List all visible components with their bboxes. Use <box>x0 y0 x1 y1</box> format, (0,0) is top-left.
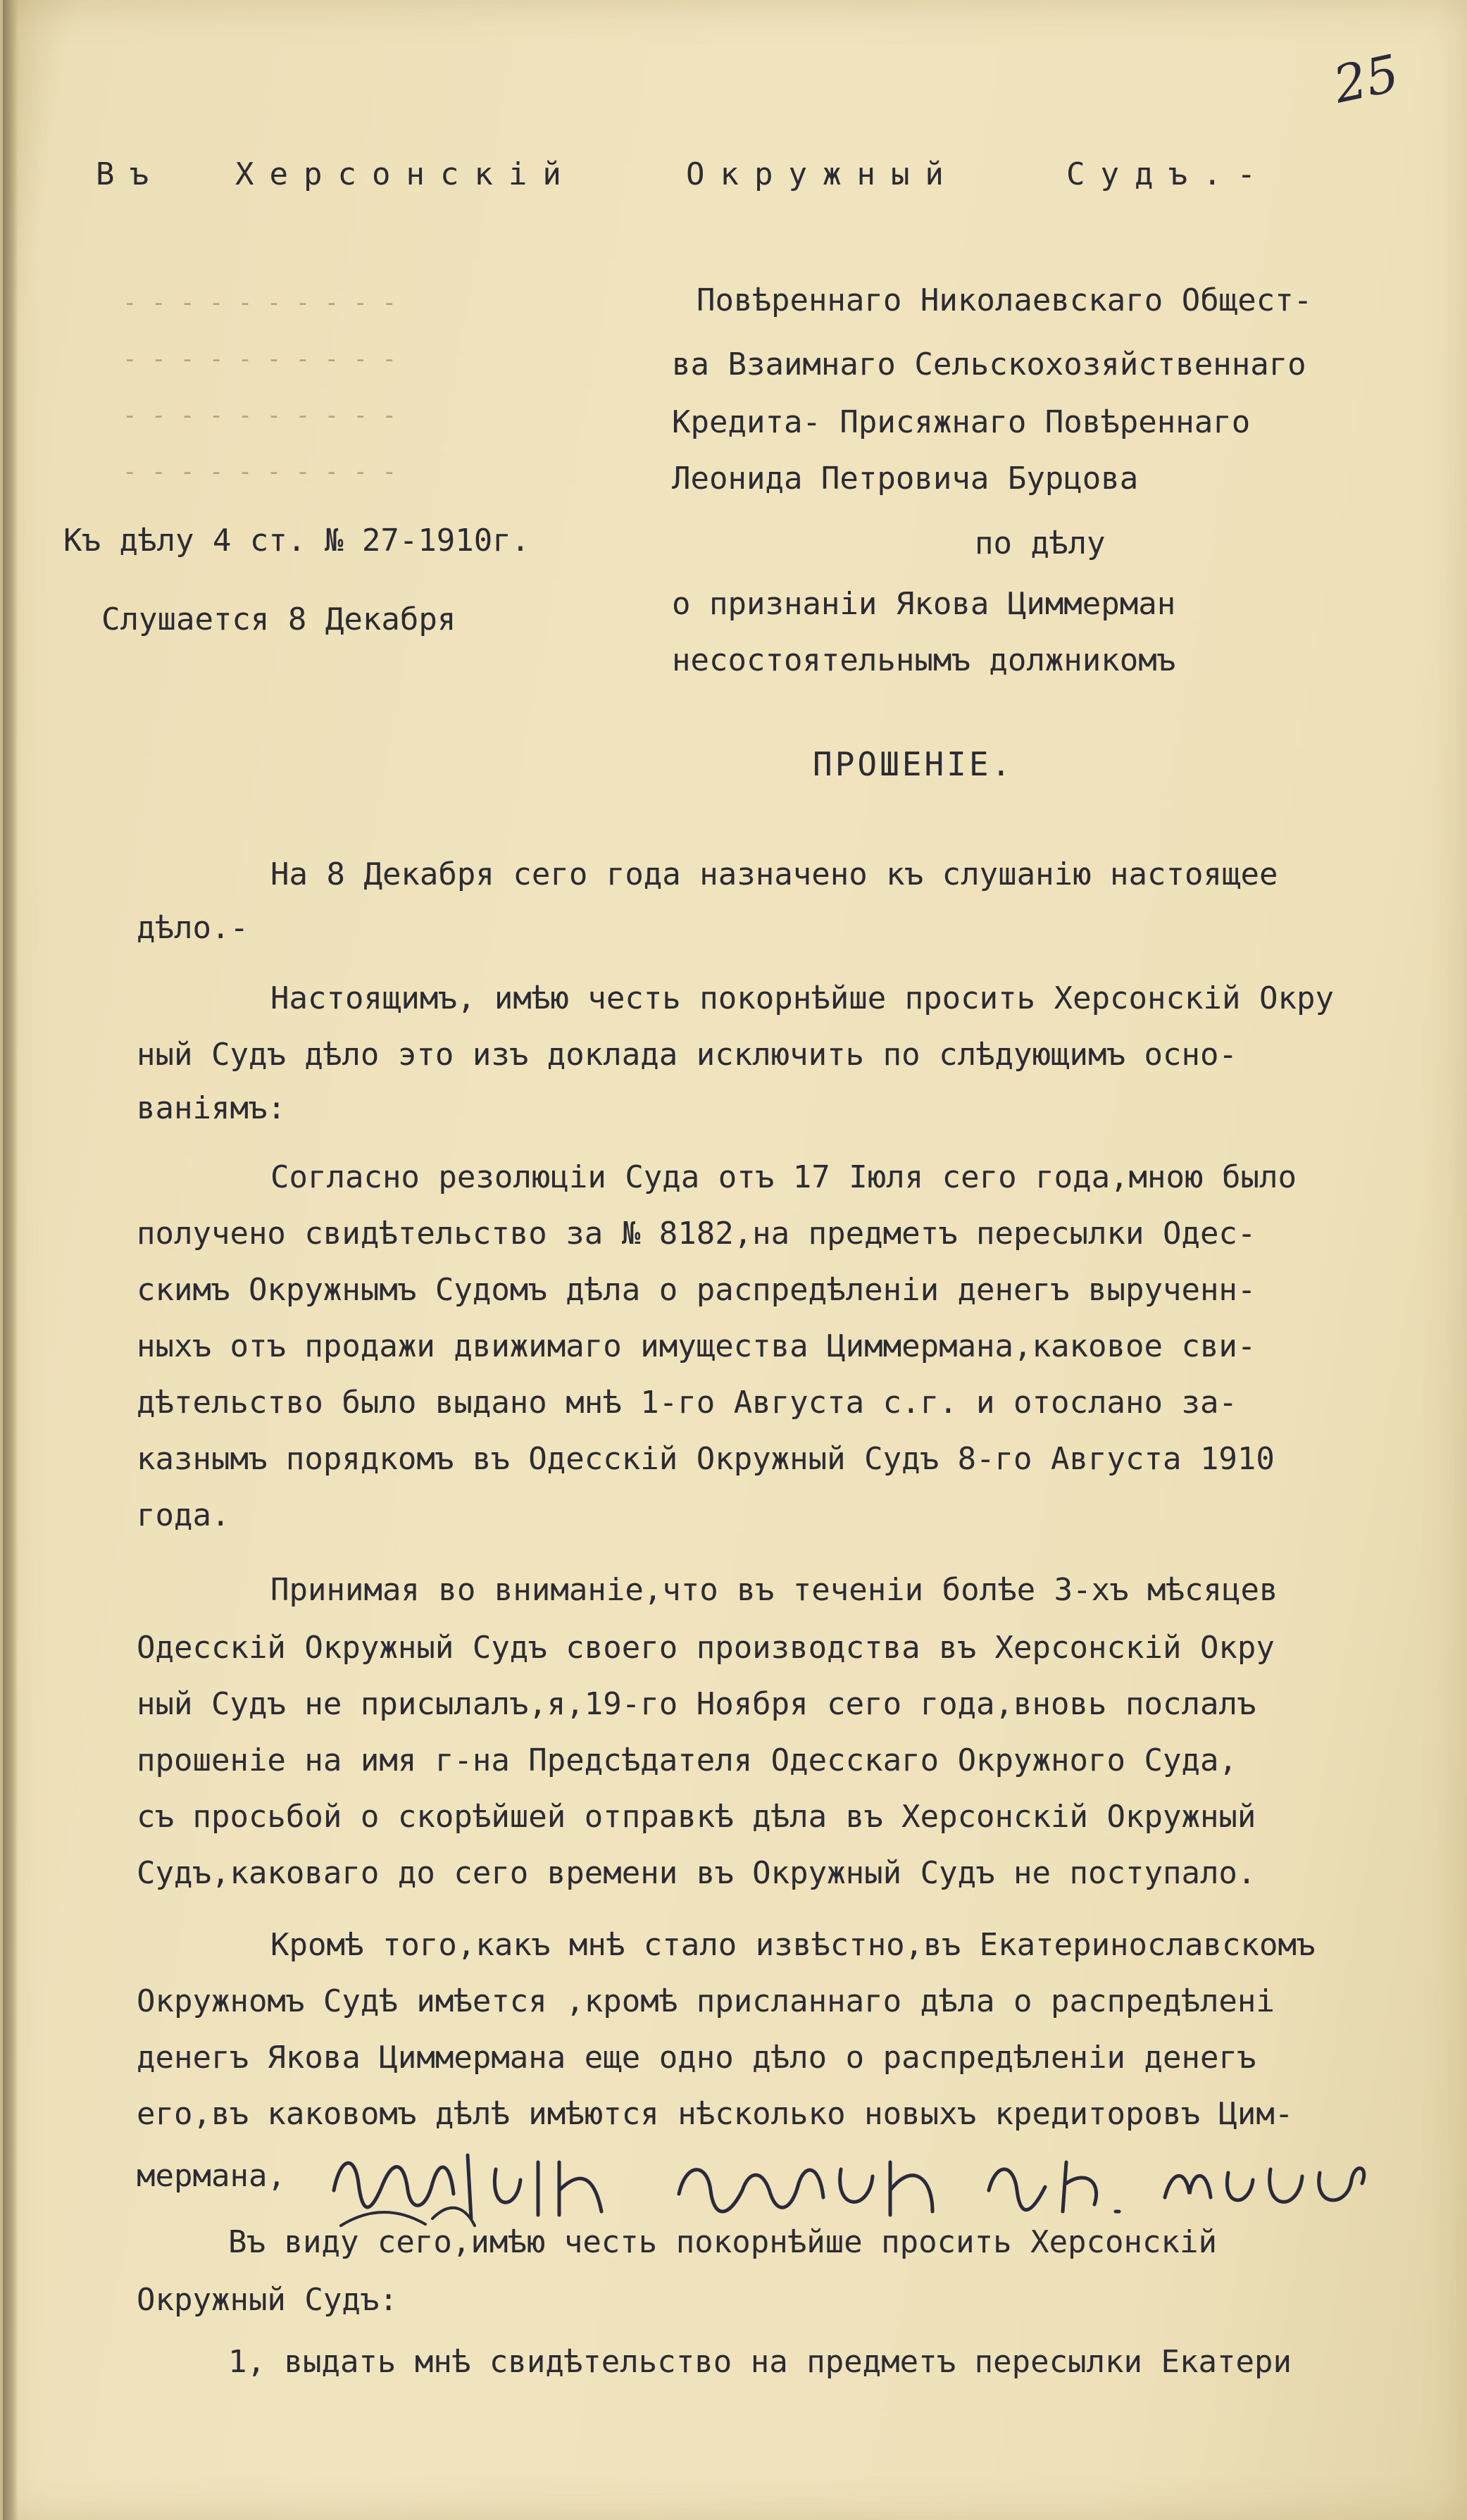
body-line: Окружномъ Судѣ имѣется ,кромѣ присланнаго дѣла о распредѣлені <box>137 1983 1275 2019</box>
body-line: 1, выдать мнѣ свидѣтельство на предметъ пересылки Екатери <box>228 2344 1292 2380</box>
sender-line: Кредита- Присяжнаго Повѣреннаго <box>672 404 1251 440</box>
body-line: ваніямъ: <box>137 1090 286 1126</box>
body-line: дѣло.- <box>137 910 249 946</box>
faint-mark: - - - - - - - - - - <box>123 345 397 373</box>
body-line: мермана, <box>137 2158 286 2194</box>
body-line: Согласно резолюціи Суда отъ 17 Іюля сего года,мною было <box>270 1159 1297 1195</box>
document-title: ПРОШЕНІЕ. <box>813 745 1014 783</box>
body-line: ныхъ отъ продажи движимаго имущества Циммермана,каковое сви- <box>137 1328 1256 1364</box>
body-line: денегъ Якова Циммермана еще одно дѣло о распредѣленіи денегъ <box>137 2040 1256 2076</box>
document-page <box>3 0 1467 2520</box>
sender-line: Леонида Петровича Бурцова <box>672 461 1139 497</box>
body-line: получено свидѣтельство за № 8182,на предметъ пересылки Одес- <box>137 1216 1256 1252</box>
body-line: Судъ,каковаго до сего времени въ Окружный Судъ не поступало. <box>137 1855 1256 1891</box>
addressee-word-4: Судъ.- <box>1066 156 1271 192</box>
body-line: Окружный Судъ: <box>137 2282 398 2318</box>
body-line: года. <box>137 1497 230 1533</box>
body-line: Кромѣ того,какъ мнѣ стало извѣстно,въ Екатеринославскомъ <box>270 1927 1316 1963</box>
addressee-word-2: Херсонскій <box>235 156 577 192</box>
sender-line: по дѣлу <box>975 525 1106 561</box>
sender-line: ва Взаимнаго Сельскохозяйственнаго <box>672 347 1306 382</box>
body-line: На 8 Декабря сего года назначено къ слушанію настоящее <box>270 856 1278 892</box>
case-reference: Къ дѣлу 4 ст. № 27-1910г. <box>63 523 530 559</box>
body-line: прошеніе на имя г-на Предсѣдателя Одесскаго Окружного Суда, <box>137 1742 1237 1778</box>
handwritten-annotation <box>327 2141 1411 2240</box>
page-edge-shadow <box>3 0 18 2520</box>
body-line: ный Судъ дѣло это изъ доклада исключить по слѣдующимъ осно- <box>137 1037 1237 1073</box>
body-line: ный Судъ не присылалъ,я,19-го Ноября сего года,вновь послалъ <box>137 1686 1256 1722</box>
hearing-date: Слушается 8 Декабря <box>101 601 456 637</box>
folio-number: 25 <box>1328 43 1404 115</box>
body-line: казнымъ порядкомъ въ Одесскій Окружный Судъ 8-го Августа 1910 <box>137 1441 1275 1477</box>
body-line: Въ виду сего,имѣю честь покорнѣйше просить Херсонскій <box>228 2224 1217 2260</box>
sender-line: о признаніи Якова Циммерман <box>672 586 1176 622</box>
body-line: дѣтельство было выдано мнѣ 1-го Августа с.г. и отослано за- <box>137 1385 1237 1421</box>
body-line: Принимая во вниманіе,что въ теченіи болѣе 3-хъ мѣсяцев <box>270 1572 1278 1608</box>
body-line: съ просьбой о скорѣйшей отправкѣ дѣла въ Херсонскій Окружный <box>137 1799 1256 1835</box>
sender-line: несостоятельнымъ должникомъ <box>672 642 1176 678</box>
body-line: Настоящимъ, имѣю честь покорнѣйше просить Херсонскій Окру <box>270 980 1334 1016</box>
faint-mark: - - - - - - - - - - <box>123 289 397 317</box>
sender-line: Повѣреннаго Николаевскаго Общест- <box>697 282 1313 318</box>
addressee-word-1: Въ <box>96 156 164 192</box>
addressee-word-3: Окружный <box>686 156 959 192</box>
faint-mark: - - - - - - - - - - <box>123 401 397 430</box>
faint-mark: - - - - - - - - - - <box>123 458 397 486</box>
body-line: скимъ Окружнымъ Судомъ дѣла о распредѣленіи денегъ вырученн- <box>137 1272 1256 1308</box>
body-line: Одесскій Окружный Судъ своего производства въ Херсонскій Окру <box>137 1630 1275 1666</box>
body-line: его,въ каковомъ дѣлѣ имѣются нѣсколько новыхъ кредиторовъ Цим- <box>137 2096 1294 2132</box>
